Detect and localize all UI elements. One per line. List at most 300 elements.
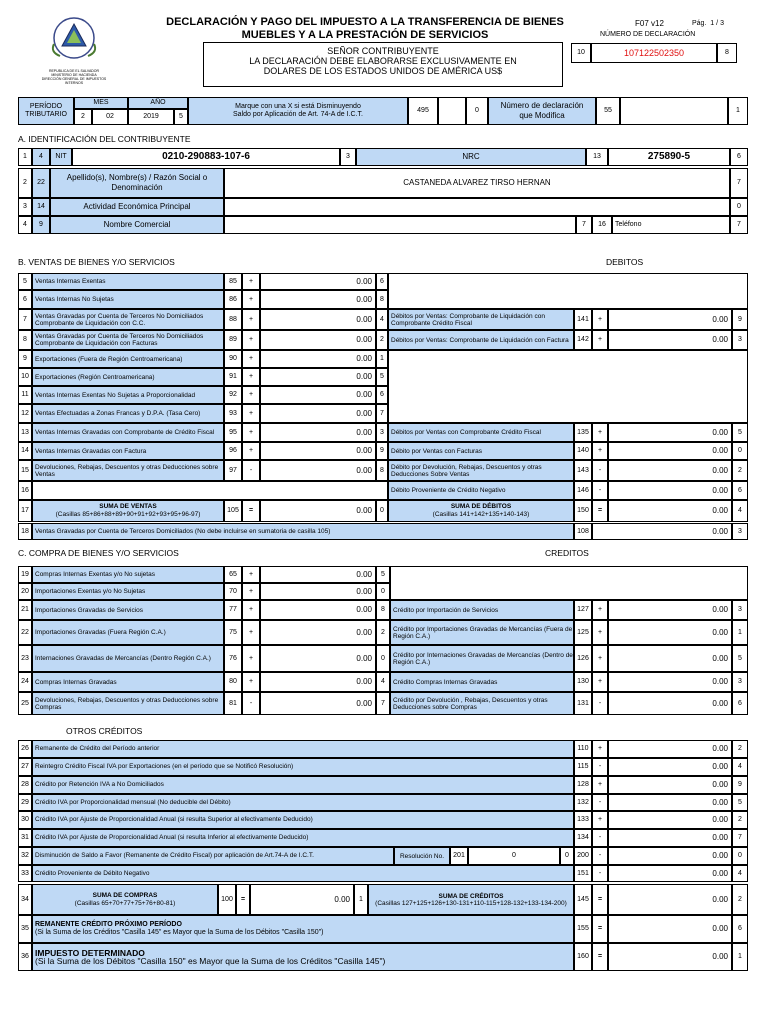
line-code: 75: [224, 620, 242, 645]
check-digit: 1: [354, 884, 368, 915]
row-num: 11: [18, 386, 32, 404]
credit-code: 130: [574, 672, 592, 692]
row-num: 10: [18, 368, 32, 386]
row-num: 30: [18, 811, 32, 829]
line-label: Crédito IVA por Ajuste de Proporcionalidad Anual (si resulta Inferior al efectivamente Deducido): [32, 829, 574, 847]
logo-line-2: MINISTERIO DE HACIENDA: [51, 73, 97, 77]
blank-box: [388, 273, 748, 309]
amount-field[interactable]: 0.00: [592, 523, 732, 540]
check-digit: 1: [732, 943, 748, 971]
line-label: Crédito por Retención IVA a No Domiciliados: [32, 776, 574, 794]
credit-amount[interactable]: 0.00: [608, 672, 732, 692]
row-num: 29: [18, 794, 32, 811]
line-code: 93: [224, 404, 242, 423]
row-num: 32: [18, 847, 32, 865]
check-digit: 0: [560, 847, 574, 865]
debit-code: 150: [574, 500, 592, 522]
mes-label: MES: [74, 97, 128, 109]
line-code: 91: [224, 368, 242, 386]
sign: +: [592, 740, 608, 758]
check-495: 0: [466, 97, 488, 125]
line-label: Internaciones Gravadas de Mercancías (Dentro Región C.A.): [32, 645, 224, 672]
line-label: Ventas Gravadas por Cuenta de Terceros No Domiciliados Comprobante de Liquidación con Facturas: [32, 330, 224, 350]
row-num: 12: [18, 404, 32, 423]
line-code: 151: [574, 865, 592, 882]
logo: [40, 14, 108, 85]
credit-amount[interactable]: 0.00: [608, 645, 732, 672]
check-digit: 9: [732, 776, 748, 794]
sign: +: [242, 566, 260, 583]
amount-field[interactable]: 0.00: [260, 692, 376, 715]
row-num: 27: [18, 758, 32, 776]
line-code: 76: [224, 645, 242, 672]
credit-code: 145: [574, 884, 592, 915]
field-495[interactable]: [438, 97, 466, 125]
check-digit: 8: [376, 460, 388, 481]
line-label: Exportaciones (Región Centroamericana): [32, 368, 224, 386]
line-label: Importaciones Exentas y/o No Sujetas: [32, 583, 224, 600]
line-code: 90: [224, 350, 242, 368]
check-digit: 4: [376, 309, 388, 330]
blank-box: [390, 566, 748, 600]
ano-label: AÑO: [128, 97, 188, 109]
amount-field[interactable]: 0.00: [260, 404, 376, 423]
line-label: Compras Internas Gravadas: [32, 672, 224, 692]
line-label: Importaciones Gravadas de Servicios: [32, 600, 224, 620]
amount-field[interactable]: 0.00: [608, 811, 732, 829]
declaration-number-label: NÚMERO DE DECLARACIÓN: [600, 31, 696, 38]
check-digit: 0: [376, 500, 388, 522]
sign: +: [242, 583, 260, 600]
sign: +: [592, 442, 608, 460]
row-num: 6: [18, 290, 32, 309]
line-code: 155: [574, 915, 592, 943]
line-code: 134: [574, 829, 592, 847]
row-num: 17: [18, 500, 32, 522]
row-num: 33: [18, 865, 32, 882]
check-digit: 2: [732, 884, 748, 915]
line-code: 160: [574, 943, 592, 971]
sign: +: [242, 386, 260, 404]
amount-field[interactable]: 0.00: [260, 368, 376, 386]
decl-code-left: 10: [571, 43, 591, 63]
declaration-number[interactable]: 107122502350: [591, 43, 717, 63]
sign: +: [242, 309, 260, 330]
sign: =: [236, 884, 250, 915]
line-code: 65: [224, 566, 242, 583]
sign: -: [592, 481, 608, 500]
suma-debitos-amount[interactable]: 0.00: [608, 500, 732, 522]
credit-amount[interactable]: 0.00: [608, 692, 732, 715]
amount-field[interactable]: 0.00: [608, 776, 732, 794]
check-digit: 3: [732, 330, 748, 350]
check-digit: 8: [376, 600, 390, 620]
check-digit: 6: [376, 273, 388, 290]
line-code: 80: [224, 672, 242, 692]
check-digit: 1: [376, 350, 388, 368]
credit-label: Crédito por Importaciones Gravadas de Mercancías (Fuera de Región C.A.): [390, 620, 574, 645]
logo-line-3: DIRECCIÓN GENERAL DE IMPUESTOS INTERNOS: [41, 77, 107, 85]
credit-label: Crédito por Internaciones Gravadas de Mercancías (Dentro de Región C.A.): [390, 645, 574, 672]
sign: +: [592, 776, 608, 794]
periodo-check-1: 2: [74, 109, 92, 125]
check-digit: 4: [732, 865, 748, 882]
credit-label: Crédito Compras Internas Gravadas: [390, 672, 574, 692]
suma-ventas-label: SUMA DE VENTAS (Casillas 85+86+88+89+90+91+92+93+95+96-97): [32, 500, 224, 522]
line-label: Crédito Proveniente de Débito Negativo: [32, 865, 574, 882]
nit-check: 3: [340, 148, 356, 166]
line-code: 96: [224, 442, 242, 460]
name-check: 7: [730, 168, 748, 198]
amount-field[interactable]: 0.00: [608, 758, 732, 776]
periodo-check-2: 5: [174, 109, 188, 125]
line-code: 89: [224, 330, 242, 350]
suma-compras-label: SUMA DE COMPRAS (Casillas 65+70+77+75+76+80-81): [32, 884, 218, 915]
line-code: 200: [574, 847, 592, 865]
nrc-check: 6: [730, 148, 748, 166]
sign: +: [242, 620, 260, 645]
sign: +: [592, 309, 608, 330]
ano-field[interactable]: 2019: [128, 109, 174, 125]
amount-field[interactable]: 0.00: [608, 740, 732, 758]
sign: -: [592, 758, 608, 776]
debit-code: 146: [574, 481, 592, 500]
form-title-line-2: MUEBLES Y A LA PRESTACIÓN DE SERVICIOS: [241, 29, 489, 41]
name-label: Apellido(s), Nombre(s) / Razón Social o Denominación: [50, 168, 224, 198]
credit-label: Crédito por Devolución , Rebajas, Descuentos y otras Deducciones sobre Compras: [390, 692, 574, 715]
debit-code: 143: [574, 460, 592, 481]
phone-field[interactable]: Teléfono: [612, 216, 730, 234]
section-a-title: A. IDENTIFICACIÓN DEL CONTRIBUYENTE: [18, 134, 191, 144]
check-digit: 6: [732, 915, 748, 943]
field-55[interactable]: [620, 97, 728, 125]
check-digit: 4: [732, 758, 748, 776]
debit-amount[interactable]: 0.00: [608, 423, 732, 442]
section-b-title: B. VENTAS DE BIENES Y/O SERVICIOS: [18, 257, 175, 267]
coat-of-arms-icon: [40, 14, 108, 64]
suma-creditos-label: SUMA DE CRÉDITOS (Casillas 127+125+126+130-131+110-115+128-132+133-134-200): [368, 884, 574, 915]
nit-field[interactable]: 0210-290883-107-6: [72, 148, 340, 166]
marque-label: Marque con una X si está Disminuyendo Saldo por Aplicación de Art. 74-A de I.C.T.: [188, 97, 408, 125]
amount-field[interactable]: 0.00: [260, 350, 376, 368]
line-code: 77: [224, 600, 242, 620]
line-label: Ventas Internas No Sujetas: [32, 290, 224, 309]
amount-field[interactable]: 0.00: [260, 423, 376, 442]
row-num: 36: [18, 943, 32, 971]
trade-name-check: 7: [576, 216, 592, 234]
row-num: 3: [18, 198, 32, 216]
sign: +: [242, 368, 260, 386]
sign: +: [242, 672, 260, 692]
debit-label: Débito por Ventas con Facturas: [388, 442, 574, 460]
creditos-title: CREDITOS: [545, 548, 589, 558]
logo-line-1: REPUBLICA DE EL SALVADOR: [48, 69, 100, 73]
sign: -: [592, 847, 608, 865]
name-code: 22: [32, 168, 50, 198]
check-digit: 2: [732, 460, 748, 481]
nit-label: NIT: [50, 148, 72, 166]
row-num: 26: [18, 740, 32, 758]
notice-line-3: DOLARES DE LOS ESTADOS UNIDOS DE AMÉRICA US$: [263, 66, 503, 76]
phone-check: 7: [730, 216, 748, 234]
line-label: Importaciones Gravadas (Fuera Región C.A.): [32, 620, 224, 645]
line-label: Ventas Internas Gravadas con Factura: [32, 442, 224, 460]
row-num: 21: [18, 600, 32, 620]
otros-creditos-title: OTROS CRÉDITOS: [66, 726, 143, 736]
resolucion-code: 201: [450, 847, 468, 865]
amount-field[interactable]: 0.00: [608, 829, 732, 847]
row-num: 14: [18, 442, 32, 460]
sign: =: [242, 500, 260, 522]
debit-label: Débitos por Ventas: Comprobante de Liquidación con Comprobante Crédito Fiscal: [388, 309, 574, 330]
row-num: 7: [18, 309, 32, 330]
check-55: 1: [728, 97, 748, 125]
check-digit: 4: [732, 500, 748, 522]
decl-check-digit: 8: [717, 43, 737, 63]
debit-label: Débitos por Ventas: Comprobante de Liquidación con Factura: [388, 330, 574, 350]
amount-field[interactable]: 0.00: [608, 865, 732, 882]
row-num: 20: [18, 583, 32, 600]
sign: =: [592, 884, 608, 915]
check-digit: 5: [376, 566, 390, 583]
line-label: Ventas Internas Exentas: [32, 273, 224, 290]
check-digit: 3: [376, 423, 388, 442]
blank-box: [388, 350, 748, 423]
row-num: 5: [18, 273, 32, 290]
debit-label: Débito por Devolución, Rebajas, Descuentos y otras Deducciones Sobre Ventas: [388, 460, 574, 481]
row-num: 34: [18, 884, 32, 915]
row-num: 28: [18, 776, 32, 794]
modifica-label: Número de declaración que Modifica: [488, 97, 596, 125]
line-label: Ventas Internas Exentas No Sujetas a Proporcionalidad: [32, 386, 224, 404]
sign: +: [242, 442, 260, 460]
amount-field[interactable]: 0.00: [260, 386, 376, 404]
debit-code: 141: [574, 309, 592, 330]
resolucion-label: Resolución No.: [394, 847, 450, 865]
amount-field[interactable]: 0.00: [260, 645, 376, 672]
suma-creditos-amount[interactable]: 0.00: [608, 884, 732, 915]
line-code: 132: [574, 794, 592, 811]
amount-field[interactable]: 0.00: [260, 620, 376, 645]
debit-code: 142: [574, 330, 592, 350]
impuesto-determinado-amount[interactable]: 0.00: [608, 943, 732, 971]
line-code: 108: [574, 523, 592, 540]
line-code: 95: [224, 423, 242, 442]
check-digit: 0: [732, 442, 748, 460]
line-code: 100: [218, 884, 236, 915]
amount-field[interactable]: 0.00: [260, 330, 376, 350]
check-digit: 0: [732, 847, 748, 865]
check-digit: 2: [376, 620, 390, 645]
debit-code: 140: [574, 442, 592, 460]
blank-box: [32, 481, 388, 500]
check-digit: 3: [732, 672, 748, 692]
remanente-label: REMANENTE CRÉDITO PRÓXIMO PERÍODO (Si la Suma de los Créditos "Casilla 145" es Mayor que la Suma de los Débitos "Casilla 150"): [32, 915, 574, 943]
trade-name-label: Nombre Comercial: [50, 216, 224, 234]
line-code: 92: [224, 386, 242, 404]
line-code: 128: [574, 776, 592, 794]
sign: -: [592, 829, 608, 847]
line-label: Remanente de Crédito del Período anterior: [32, 740, 574, 758]
form-code: F07 v12: [635, 19, 664, 28]
check-digit: 7: [376, 692, 390, 715]
sign: -: [242, 692, 260, 715]
sign: =: [592, 915, 608, 943]
activity-check: 0: [730, 198, 748, 216]
sign: +: [592, 672, 608, 692]
code-55: 55: [596, 97, 620, 125]
impuesto-determinado-label: IMPUESTO DETERMINADO (Si la Suma de los Débitos "Casilla 150" es Mayor que la Suma de los Créditos "Casilla 145"): [32, 943, 574, 971]
check-digit: 6: [732, 692, 748, 715]
line-code: 86: [224, 290, 242, 309]
sign: +: [592, 423, 608, 442]
sign: +: [242, 645, 260, 672]
debit-amount[interactable]: 0.00: [608, 460, 732, 481]
check-digit: 6: [376, 386, 388, 404]
check-digit: 5: [732, 794, 748, 811]
credit-code: 125: [574, 620, 592, 645]
row-num: 22: [18, 620, 32, 645]
suma-ventas-amount[interactable]: 0.00: [260, 500, 376, 522]
row-num: 19: [18, 566, 32, 583]
line-code: 88: [224, 309, 242, 330]
line-code: 85: [224, 273, 242, 290]
phone-code: 16: [592, 216, 612, 234]
sign: -: [592, 692, 608, 715]
line-label: Exportaciones (Fuera de Región Centroamericana): [32, 350, 224, 368]
row-num: 16: [18, 481, 32, 500]
page-label: Pág. 1 / 3: [692, 20, 724, 27]
line-label: Ventas Internas Gravadas con Comprobante de Crédito Fiscal: [32, 423, 224, 442]
line-code: 70: [224, 583, 242, 600]
amount-field[interactable]: 0.00: [260, 442, 376, 460]
periodo-label: PERÍODO TRIBUTARIO: [18, 97, 74, 125]
sign: =: [592, 943, 608, 971]
line-code: 81: [224, 692, 242, 715]
line-code: 105: [224, 500, 242, 522]
debit-label: Débitos por Ventas con Comprobante Crédito Fiscal: [388, 423, 574, 442]
check-digit: 8: [376, 290, 388, 309]
row-num: 31: [18, 829, 32, 847]
row-num: 8: [18, 330, 32, 350]
debit-amount[interactable]: 0.00: [608, 309, 732, 330]
debit-label: Débito Proveniente de Crédito Negativo: [388, 481, 574, 500]
row-num: 15: [18, 460, 32, 481]
sign: +: [592, 600, 608, 620]
mes-field[interactable]: 02: [92, 109, 128, 125]
row-num: 35: [18, 915, 32, 943]
line-label: Reintegro Crédito Fiscal IVA por Exportaciones (en el período que se Notificó Resolución): [32, 758, 574, 776]
check-digit: 5: [376, 368, 388, 386]
debit-amount[interactable]: 0.00: [608, 481, 732, 500]
credit-amount[interactable]: 0.00: [608, 620, 732, 645]
check-digit: 1: [732, 620, 748, 645]
sign: -: [592, 865, 608, 882]
activity-code: 14: [32, 198, 50, 216]
check-digit: 3: [732, 600, 748, 620]
line-label: Ventas Efectuadas a Zonas Francas y D.P.A. (Tasa Cero): [32, 404, 224, 423]
line-label: Ventas Gravadas por Cuenta de Terceros No Domiciliados Comprobante de Liquidación con C.C.: [32, 309, 224, 330]
suma-compras-amount[interactable]: 0.00: [250, 884, 354, 915]
check-digit: 0: [376, 645, 390, 672]
code-495: 495: [408, 97, 438, 125]
amount-field[interactable]: 0.00: [608, 847, 732, 865]
sign: +: [242, 330, 260, 350]
sign: +: [592, 811, 608, 829]
resolucion-field[interactable]: 0: [468, 847, 560, 865]
suma-debitos-label: SUMA DE DÉBITOS (Casillas 141+142+135+140-143): [388, 500, 574, 522]
credit-label: Crédito por Importación de Servicios: [390, 600, 574, 620]
amount-field[interactable]: 0.00: [260, 566, 376, 583]
amount-field[interactable]: 0.00: [260, 583, 376, 600]
check-digit: 2: [732, 811, 748, 829]
name-field[interactable]: CASTANEDA ALVAREZ TIRSO HERNAN: [224, 168, 730, 198]
amount-field[interactable]: 0.00: [260, 309, 376, 330]
amount-field[interactable]: 0.00: [260, 460, 376, 481]
sign: +: [242, 350, 260, 368]
sign: +: [242, 404, 260, 423]
check-digit: 3: [732, 523, 748, 540]
line-label: Ventas Gravadas por Cuenta de Terceros Domiciliados (No debe incluirse en sumatoria de casilla 105): [32, 523, 574, 540]
sign: -: [242, 460, 260, 481]
line-code: 133: [574, 811, 592, 829]
credit-code: 131: [574, 692, 592, 715]
notice-line-2: LA DECLARACIÓN DEBE ELABORARSE EXCLUSIVAMENTE EN: [249, 56, 517, 66]
sign: +: [592, 645, 608, 672]
line-label: Compras Internas Exentas y/o No sujetas: [32, 566, 224, 583]
nrc-field[interactable]: 275890-5: [608, 148, 730, 166]
line-code: 115: [574, 758, 592, 776]
row-num: 24: [18, 672, 32, 692]
debit-code: 135: [574, 423, 592, 442]
check-digit: 2: [732, 740, 748, 758]
notice-line-1: SEÑOR CONTRIBUYENTE: [327, 46, 439, 56]
debitos-title: DEBITOS: [606, 257, 644, 267]
nrc-code: 13: [586, 148, 608, 166]
credit-amount[interactable]: 0.00: [608, 600, 732, 620]
remanente-amount[interactable]: 0.00: [608, 915, 732, 943]
amount-field[interactable]: 0.00: [260, 600, 376, 620]
notice-box: [203, 42, 563, 87]
line-label: Disminución de Saldo a Favor (Remanente de Crédito Fiscal) por aplicación de Art.74-A de I.C.T.: [32, 847, 394, 865]
activity-field[interactable]: [224, 198, 730, 216]
line-code: 97: [224, 460, 242, 481]
debit-amount[interactable]: 0.00: [608, 330, 732, 350]
sign: +: [592, 330, 608, 350]
nrc-label: NRC: [356, 148, 586, 166]
check-digit: 7: [732, 829, 748, 847]
row-num: 2: [18, 168, 32, 198]
sign: +: [242, 423, 260, 442]
line-label: Crédito IVA por Ajuste de Proporcionalidad Anual (si resulta Superior al efectivamente Deducido): [32, 811, 574, 829]
form-title-line-1: DECLARACIÓN Y PAGO DEL IMPUESTO A LA TRANSFERENCIA DE BIENES: [166, 16, 564, 28]
line-label: Crédito IVA por Proporcionalidad mensual (No deducible del Débito): [32, 794, 574, 811]
amount-field[interactable]: 0.00: [260, 273, 376, 290]
line-label: Devoluciones, Rebajas, Descuentos y otras Deducciones sobre Ventas: [32, 460, 224, 481]
amount-field[interactable]: 0.00: [260, 290, 376, 309]
sign: +: [592, 620, 608, 645]
row-num: 1: [18, 148, 32, 166]
row-num: 13: [18, 423, 32, 442]
credit-code: 126: [574, 645, 592, 672]
row-num: 9: [18, 350, 32, 368]
amount-field[interactable]: 0.00: [260, 672, 376, 692]
sign: +: [242, 290, 260, 309]
amount-field[interactable]: 0.00: [608, 794, 732, 811]
sign: +: [242, 600, 260, 620]
debit-amount[interactable]: 0.00: [608, 442, 732, 460]
trade-name-field[interactable]: [224, 216, 576, 234]
